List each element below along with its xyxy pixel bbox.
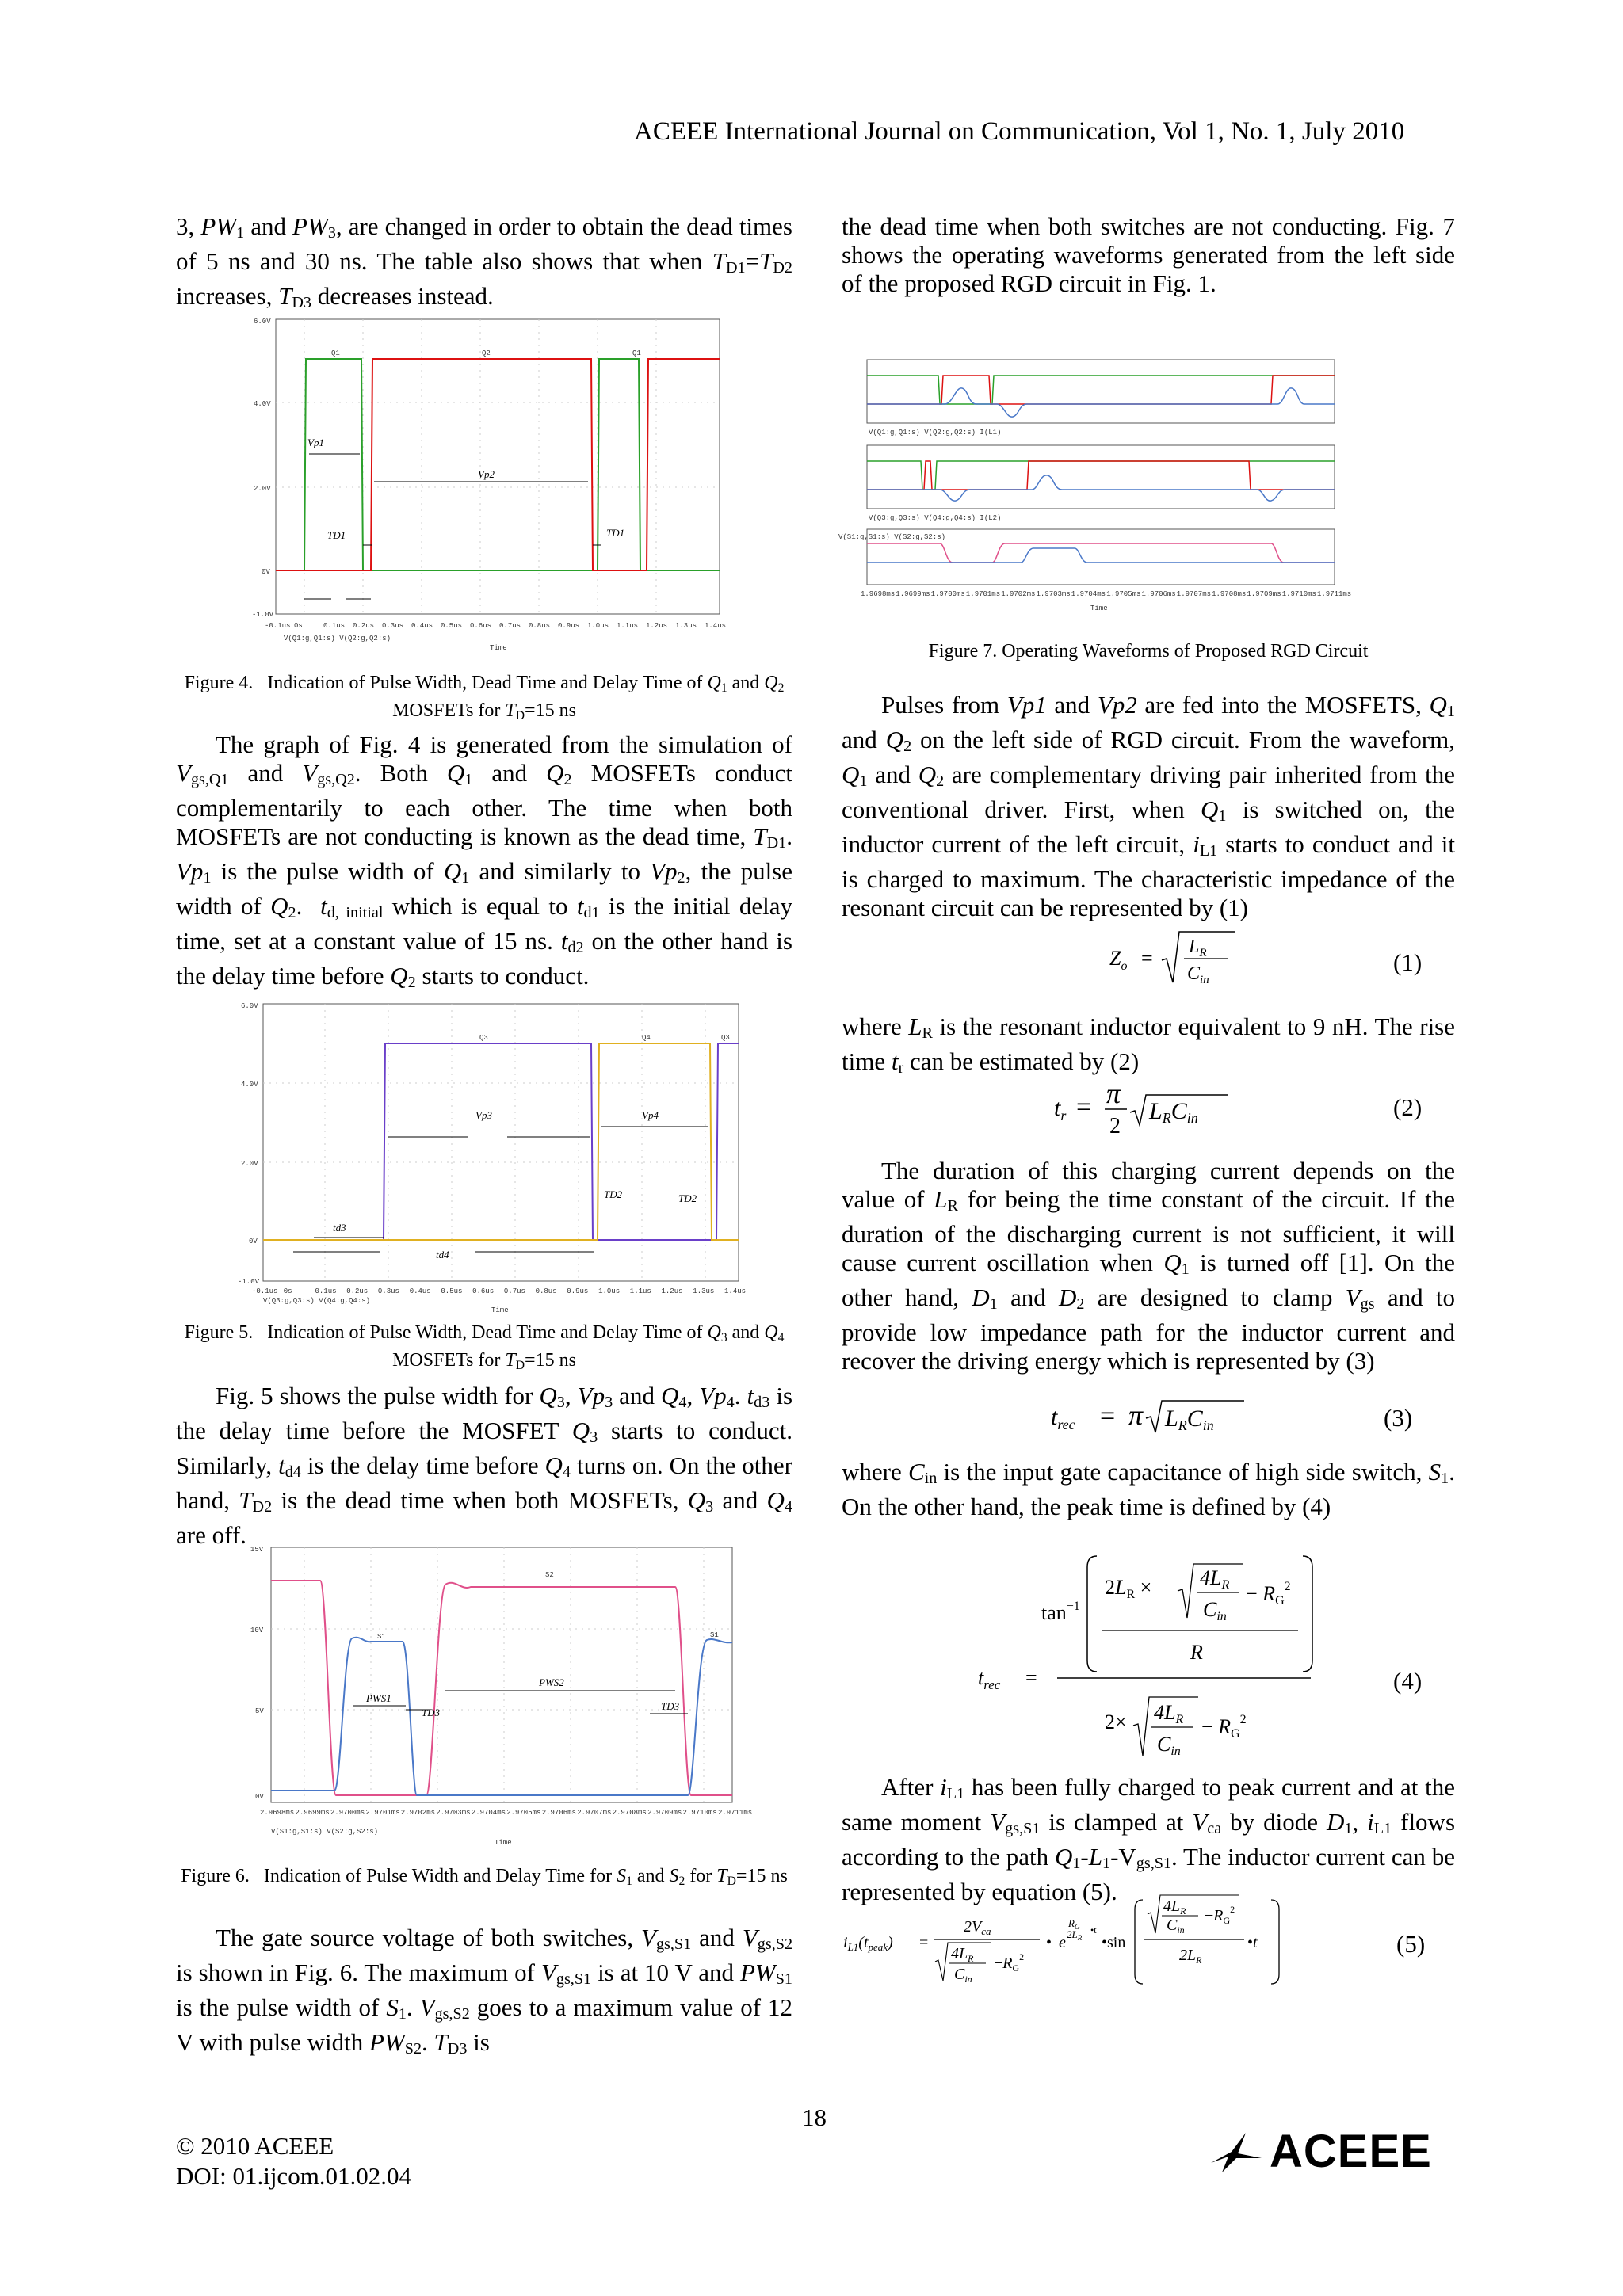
fig7-xtick: 1.9706ms <box>1141 590 1176 598</box>
svg-text:4LR: 4LR <box>1154 1701 1184 1726</box>
fig6-xlabel: Time <box>495 1839 512 1847</box>
fig4-ytick: 4.0V <box>254 400 271 408</box>
journal-header: ACEEE International Journal on Communication, Vol 1, No. 1, July 2010 <box>634 117 1405 146</box>
left-para-1: 3, $PW_1$ and $PW_3$, are changed in order to obtain the dead times of 5 ns and 30 ns. The table also shows that when $T_{D1}=T_{D2}$ increases, $T_{D3}$ decreases instead. <box>176 212 792 311</box>
right-para-1: the dead time when both switches are not conducting. Fig. 7 shows the operating waveforms generated from the left side of the proposed RGD circuit in Fig. 1. <box>842 212 1455 297</box>
fig5-xtick: 0.6us <box>472 1287 495 1295</box>
svg-text:e: e <box>1059 1934 1066 1951</box>
svg-text:π: π <box>1128 1399 1144 1431</box>
fig4-label: Q1 <box>632 349 641 357</box>
page-number: 18 <box>802 2103 827 2131</box>
svg-text:Cin: $C_{in}$ <box>1167 1917 1185 1936</box>
equation-1 <box>1109 927 1236 990</box>
equation-4-number: (4) <box>1393 1667 1423 1695</box>
fig4-label: TD1 <box>327 529 346 541</box>
fig7-xtick: 1.9710ms <box>1281 590 1316 598</box>
fig6-label: S2 <box>545 1571 554 1579</box>
fig5-xtick: 0.7us <box>503 1287 525 1295</box>
fig7-xtick: 1.9702ms <box>1001 590 1036 598</box>
right-para-3: where $L_R$ is the resonant inductor equivalent to 9 nH. The rise time $t_r$ can be estimated by (2) <box>842 1013 1456 1077</box>
fig6-ytick: 0V <box>255 1793 264 1801</box>
fig5-xtick: 0s <box>283 1287 292 1295</box>
aceee-logo-icon <box>1205 2128 1268 2176</box>
fig7-xlabel: Time <box>1090 605 1108 612</box>
fig7-xtick: 1.9699ms <box>896 590 930 598</box>
fig6-xtick: 2.9702ms <box>400 1809 436 1817</box>
fig4-label: Vp1 <box>307 437 324 448</box>
fig7-xtick: 1.9709ms <box>1247 590 1281 598</box>
svg-text:=: = <box>1076 1093 1092 1122</box>
equation-2 <box>1054 1076 1236 1139</box>
fig4-label: Vp2 <box>478 468 495 480</box>
fig4-xtick: 1.4us <box>705 622 727 630</box>
right-para-2: Pulses from Vp1 and Vp2 are fed into the MOSFETS, $Q_1$ and $Q_2$ on the left side of RGD circuit. From the waveform, $Q_1$ and $Q_2$ are complementary driving pair inherited from the conventional driver. First, when $Q_1$ is switched on, the inductor current of the left circuit, $i_{L1}$ starts to conduct and it is charged to maximum. The characteristic impedance of the resonant circuit can be represented by (1) <box>842 691 1455 921</box>
svg-text:•t: •t <box>1247 1934 1258 1951</box>
fig4-xtick: 0.6us <box>470 622 492 630</box>
fig5-xtick: 0.9us <box>567 1287 589 1295</box>
svg-text:Cin: $C_{in}$ <box>954 1966 972 1985</box>
figure-4-plot <box>252 315 727 652</box>
fig7-xtick: 1.9700ms <box>930 590 965 598</box>
svg-text:•: • <box>1046 1934 1052 1951</box>
fig5-xlabel: Time <box>491 1306 509 1314</box>
svg-text:trec: $t_{rec}$ <box>978 1666 1001 1692</box>
fig5-ytick: 2.0V <box>241 1160 258 1168</box>
svg-text:−RG2: $-R_G^2$ <box>994 1951 1025 1974</box>
svg-text:2LR ×: 2LR × <box>1105 1576 1152 1601</box>
right-para-5: where $C_{in}$ is the input gate capacitance of high side switch, $S_1$. On the other hand, the peak time is defined by (4) <box>842 1458 1455 1520</box>
fig5-label: Vp3 <box>475 1109 492 1121</box>
svg-text:LRCin: LRCin <box>1149 1098 1198 1126</box>
fig7-xtick: 1.9704ms <box>1071 590 1106 598</box>
fig4-xtick: 0.8us <box>529 622 551 630</box>
fig5-legend: V(Q3:g,Q3:s) V(Q4:g,Q4:s) <box>263 1297 371 1305</box>
fig5-xtick: 1.0us <box>598 1287 621 1295</box>
svg-text:LR: $L_R$ <box>1189 936 1207 959</box>
figure-7-plot <box>837 355 1352 612</box>
fig4-ytick: -1.0V <box>252 611 274 619</box>
fig6-ytick: 5V <box>255 1707 264 1715</box>
svg-text:=: = <box>919 1934 929 1951</box>
svg-text:Cin: Cin <box>1203 1598 1227 1623</box>
fig7-xtick: 1.9705ms <box>1106 590 1141 598</box>
figure-7-caption: Figure 7. Operating Waveforms of Proposed RGD Circuit <box>928 641 1369 662</box>
fig4-xtick: 1.1us <box>617 622 639 630</box>
right-para-6: After $i_{L1}$ has been fully charged to peak current and at the same moment $V_{gs,S1}$ is clamped at $V_{ca}$ by diode $D_1$, $i_{L1}$ flows according to the path $Q_1-L_1-V_{gs,S1}$. The inductor current can be represented by equation (5). <box>842 1773 1456 1905</box>
fig4-xtick: 0.5us <box>441 622 463 630</box>
svg-text:− RG2: − $RG^2$ <box>1201 1713 1247 1741</box>
svg-text:iL1(tpeak): $i_{L1}(t_{peak})$ <box>843 1934 893 1953</box>
fig5-label: td3 <box>333 1222 346 1234</box>
figure-5-plot <box>238 1000 745 1313</box>
svg-text:− RG2: − $RG^2$ <box>1246 1580 1291 1608</box>
equation-4 <box>978 1550 1319 1764</box>
fig6-label: TD3 <box>661 1700 680 1712</box>
figure-5-caption: Figure 5. Indication of Pulse Width, Dead Time and Delay Time of $Q_3$ and $Q_4$ MOSFETs for $T_D=15$ ns <box>184 1322 785 1372</box>
fig4-xlabel: Time <box>490 644 507 652</box>
svg-text:Cin: $C_{in}$ <box>1187 963 1209 986</box>
fig4-label: TD1 <box>606 527 625 539</box>
fig6-label: PWS1 <box>366 1692 391 1704</box>
fig4-xtick: 1.3us <box>675 622 697 630</box>
equation-2-number: (2) <box>1393 1093 1423 1121</box>
fig6-xtick: 2.9705ms <box>506 1809 541 1817</box>
svg-text:Cin: Cin <box>1157 1733 1181 1758</box>
svg-text:R: R <box>1190 1641 1203 1664</box>
fig4-xtick: -0.1us <box>265 622 291 630</box>
fig4-ytick: 6.0V <box>254 318 271 326</box>
fig5-label: td4 <box>436 1249 449 1261</box>
svg-text:−RG2: $-R_G^2$ <box>1205 1904 1235 1926</box>
fig5-xtick: 0.8us <box>535 1287 557 1295</box>
fig5-ytick: -1.0V <box>238 1278 260 1286</box>
fig6-xtick: 2.9708ms <box>612 1809 647 1817</box>
fig5-xtick: 0.1us <box>315 1287 337 1295</box>
fig6-xtick: 2.9700ms <box>330 1809 365 1817</box>
fig6-xtick: 2.9699ms <box>295 1809 330 1817</box>
fig5-label: Q4 <box>642 1034 651 1042</box>
svg-text:2LR: $2L_R$ <box>1179 1947 1202 1966</box>
figure-6-caption: Figure 6. Indication of Pulse Width and Delay Time for $S_1$ and $S_2$ for $T_D=15$ ns <box>181 1866 788 1888</box>
svg-text:=: = <box>1141 947 1153 970</box>
fig5-ytick: 6.0V <box>241 1002 258 1010</box>
fig6-xtick: 2.9698ms <box>260 1809 295 1817</box>
fig4-ytick: 0V <box>262 568 270 576</box>
svg-text:2LR: $2L_R$ <box>1067 1928 1083 1942</box>
fig5-xtick: 0.2us <box>346 1287 369 1295</box>
copyright: © 2010 ACEEE <box>176 2132 334 2160</box>
fig5-ytick: 0V <box>249 1238 258 1245</box>
svg-text:4LR: $4L_R$ <box>951 1945 974 1964</box>
fig5-ytick: 4.0V <box>241 1081 258 1089</box>
fig5-xtick: 0.5us <box>441 1287 463 1295</box>
svg-text:2Vca: $2V_{ca}$ <box>964 1918 991 1937</box>
svg-text:4LR: $4L_R$ <box>1163 1897 1186 1917</box>
fig7-xtick: 1.9707ms <box>1176 590 1212 598</box>
fig5-label: Vp4 <box>642 1109 659 1121</box>
fig5-label: TD2 <box>678 1192 697 1204</box>
fig7-xtick: 1.9708ms <box>1212 590 1247 598</box>
fig4-xtick: 0s <box>294 622 303 630</box>
fig7-xtick: 1.9698ms <box>861 590 896 598</box>
svg-text:LRCin: LRCin <box>1165 1405 1214 1433</box>
doi: DOI: 01.ijcom.01.02.04 <box>176 2162 412 2190</box>
fig6-xtick: 2.9710ms <box>682 1809 717 1817</box>
fig5-xtick: 1.4us <box>724 1287 747 1295</box>
fig5-xtick: 1.2us <box>661 1287 683 1295</box>
fig6-label: S1 <box>710 1631 719 1639</box>
left-para-3: Fig. 5 shows the pulse width for $Q_3$, $Vp_3$ and $Q_4$, $Vp_4$. $t_{d3}$ is the delay time before the MOSFET $Q_3$ starts to conduct. Similarly, $t_{d4}$ is the delay time before $Q_4$ turns on. On the other hand, $T_{D2}$ is the dead time when both MOSFETs, $Q_3$ and $Q_4$ are off. <box>176 1382 793 1549</box>
equation-5 <box>843 1892 1350 1995</box>
figure-4-caption: Figure 4. Indication of Pulse Width, Dead Time and Delay Time of $Q_1$ and $Q_2$ MOSFETs for $T_D=15$ ns <box>184 673 785 723</box>
equation-5-number: (5) <box>1396 1930 1426 1958</box>
fig6-xtick: 2.9711ms <box>718 1809 753 1817</box>
fig6-label: S1 <box>377 1633 386 1641</box>
fig4-label: Q2 <box>482 349 491 357</box>
fig6-xtick: 2.9704ms <box>471 1809 506 1817</box>
fig4-xtick: 1.0us <box>587 622 609 630</box>
fig4-xtick: 0.7us <box>499 622 521 630</box>
equation-3-number: (3) <box>1384 1404 1413 1432</box>
fig5-xtick: 1.3us <box>693 1287 715 1295</box>
fig4-xtick: 0.9us <box>558 622 580 630</box>
fig7-xtick: 1.9711ms <box>1317 590 1352 598</box>
svg-text:trec: $t_{rec}$ <box>1051 1404 1075 1432</box>
fig4-legend: V(Q1:g,Q1:s) V(Q2:g,Q2:s) <box>284 635 391 643</box>
svg-text:2: 2 <box>1109 1114 1121 1138</box>
fig6-legend: V(S1:g,S1:s) V(S2:g,S2:s) <box>271 1828 379 1836</box>
fig4-ytick: 2.0V <box>254 485 271 493</box>
fig6-label: PWS2 <box>539 1676 564 1688</box>
fig7-xtick: 1.9703ms <box>1036 590 1071 598</box>
svg-text:π: π <box>1106 1077 1121 1109</box>
fig5-xtick: -0.1us <box>252 1287 278 1295</box>
fig5-xtick: 0.3us <box>377 1287 399 1295</box>
fig5-xtick: 0.4us <box>409 1287 431 1295</box>
svg-text:2×: 2× <box>1105 1711 1127 1733</box>
figure-6-plot <box>247 1543 753 1856</box>
fig6-xtick: 2.9703ms <box>436 1809 471 1817</box>
left-para-2: The graph of Fig. 4 is generated from the simulation of $V_{gs,Q1}$ and $V_{gs,Q2}$. Both $Q_1$ and $Q_2$ MOSFETs conduct complementarily to each other. The time when both MOSFETs are not conducting is known as the dead time, $T_{D1}$. $Vp_1$ is the pulse width of $Q_1$ and similarly to $Vp_2$, the pulse width of $Q_2$. $t_{d, initial}$ which is equal to $t_{d1}$ is the initial delay time, set at a constant value of 15 ns. $t_{d2}$ on the other hand is the delay time before $Q_2$ starts to conduct. <box>176 730 793 991</box>
right-para-4: The duration of this charging current depends on the value of $L_R$ for being the time constant of the circuit. If the duration of the discharging current is not sufficient, it will cause current oscillation when $Q_1$ is turned off [1]. On the other hand, $D_1$ and $D_2$ are designed to clamp $V_{gs}$ and to provide low impedance path for the inductor current and recover the driving energy which is represented by (3) <box>842 1157 1455 1375</box>
fig4-xtick: 0.4us <box>411 622 433 630</box>
svg-text:•sin: •sin <box>1102 1934 1126 1951</box>
fig6-ytick: 10V <box>250 1627 264 1634</box>
fig5-label: Q3 <box>479 1034 488 1042</box>
fig4-xtick: 0.2us <box>353 622 375 630</box>
fig4-xtick: 1.2us <box>646 622 668 630</box>
aceee-logo-text: ACEEE <box>1270 2126 1432 2177</box>
fig4-xtick: 0.1us <box>323 622 346 630</box>
fig4-label: Q1 <box>331 349 340 357</box>
left-para-4: The gate source voltage of both switches, $V_{gs,S1}$ and $V_{gs,S2}$ is shown in Fig. 6. The maximum of $V_{gs,S1}$ is at 10 V and $PW_{S1}$ is the pulse width of $S_1$. $V_{gs,S2}$ goes to a maximum value of 12 V with pulse width $PW_{S2}$. $T_{D3}$ is <box>176 1924 793 2058</box>
fig7-xtick: 1.9701ms <box>965 590 1001 598</box>
fig6-xtick: 2.9706ms <box>541 1809 576 1817</box>
fig7-legend: V(Q1:g,Q1:s) V(Q2:g,Q2:s) I(L1) <box>869 429 1002 437</box>
svg-text:tan−1: $\tan^{-1}$ <box>1041 1600 1080 1624</box>
svg-text:=: = <box>1025 1666 1037 1689</box>
svg-text:Zo: $Z_o$ <box>1109 947 1128 973</box>
fig7-legend: V(S1:g,S1:s) V(S2:g,S2:s) <box>838 533 946 541</box>
fig6-xtick: 2.9707ms <box>577 1809 612 1817</box>
fig6-label: TD3 <box>422 1707 441 1718</box>
fig4-xtick: 0.3us <box>382 622 404 630</box>
fig5-label: TD2 <box>604 1188 623 1200</box>
fig6-ytick: 15V <box>250 1546 264 1554</box>
svg-text:RG: $R_G$ <box>1068 1917 1080 1931</box>
fig5-label: Q3 <box>721 1034 730 1042</box>
equation-1-number: (1) <box>1393 948 1423 976</box>
svg-text:tr: $t_r$ <box>1054 1095 1067 1123</box>
fig7-legend: V(Q3:g,Q3:s) V(Q4:g,Q4:s) I(L2) <box>869 514 1002 522</box>
fig6-xtick: 2.9709ms <box>647 1809 682 1817</box>
svg-text:=: = <box>1100 1402 1116 1431</box>
fig5-xtick: 1.1us <box>629 1287 651 1295</box>
equation-3 <box>1051 1390 1249 1437</box>
fig6-xtick: 2.9701ms <box>365 1809 400 1817</box>
aceee-logo <box>1205 2125 1458 2180</box>
svg-text:4LR: 4LR <box>1200 1566 1230 1592</box>
svg-text:•t: •t <box>1090 1924 1097 1936</box>
